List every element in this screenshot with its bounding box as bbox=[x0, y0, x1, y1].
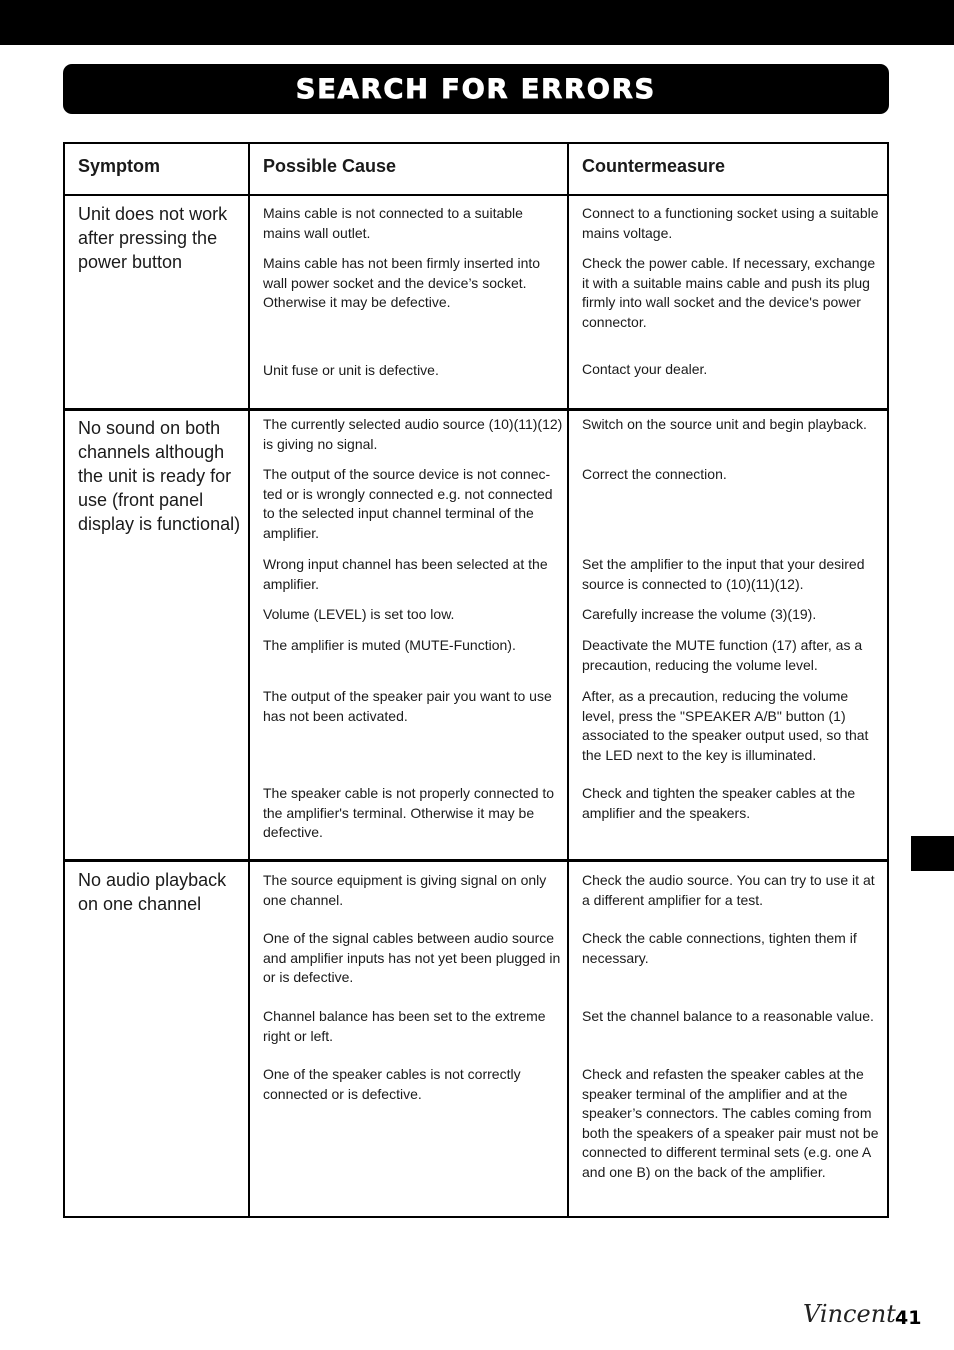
table-border-top bbox=[63, 142, 889, 144]
page-title: SEARCH FOR ERRORS bbox=[295, 73, 657, 105]
header-divider bbox=[63, 194, 889, 196]
brand-logo: Vincent bbox=[803, 1300, 896, 1328]
measure-item: Deactivate the MUTE function (17) after, as a precaution, reducing the volume level. bbox=[582, 637, 863, 673]
cause-item: The speaker cable is not properly connected to the amplifier's terminal. Otherwise it may be defective. bbox=[263, 785, 555, 840]
chapter-side-tab bbox=[911, 836, 954, 871]
measure-item: Correct the connection. bbox=[582, 466, 727, 482]
cause-item: The output of the speaker pair you want to use has not been activated. bbox=[263, 688, 552, 724]
measure-item: Check the audio source. You can try to use it at a different amplifier for a test. bbox=[582, 872, 875, 908]
measure-item: Connect to a functioning socket using a suitable mains voltage. bbox=[582, 205, 879, 241]
column-divider-2 bbox=[567, 142, 569, 1218]
measure-item: Check the cable connections, tighten them if necessary. bbox=[582, 930, 857, 966]
cause-item: One of the speaker cables is not correctly connected or is defective. bbox=[263, 1066, 521, 1102]
column-divider-1 bbox=[248, 142, 250, 1218]
measure-item: After, as a precaution, reducing the volume level, press the "SPEAKER A/B" button (1) associated to the speaker output used, so that the LED next to the key is illuminated. bbox=[582, 688, 869, 763]
header-symptom: Symptom bbox=[78, 156, 161, 176]
cause-item: The amplifier is muted (MUTE-Function). bbox=[263, 637, 516, 653]
cause-item: Volume (LEVEL) is set too low. bbox=[263, 606, 455, 622]
symptom-cell: No audio playback on one channel bbox=[78, 870, 227, 914]
cause-item: Channel balance has been set to the extreme right or left. bbox=[263, 1008, 546, 1044]
cause-item: Wrong input channel has been selected at the amplifier. bbox=[263, 556, 548, 592]
measure-item: Carefully increase the volume (3)(19). bbox=[582, 606, 817, 622]
measure-item: Contact your dealer. bbox=[582, 361, 708, 377]
cause-item: The source equipment is giving signal on only one channel. bbox=[263, 872, 547, 908]
row-divider-2 bbox=[63, 859, 889, 862]
header-countermeasure: Countermeasure bbox=[582, 156, 726, 176]
measure-item: Check and tighten the speaker cables at the amplifier and the speakers. bbox=[582, 785, 856, 821]
cause-item: The currently selected audio source (10)(11)(12) is giving no signal. bbox=[263, 416, 563, 452]
table-border-bottom bbox=[63, 1216, 889, 1218]
measure-item: Switch on the source unit and begin playback. bbox=[582, 416, 867, 432]
title-banner bbox=[63, 64, 889, 114]
measure-item: Check the power cable. If necessary, exchange it with a suitable mains cable and push its plug firmly into wall socket and the device's power connector. bbox=[582, 255, 876, 330]
table-border-left bbox=[63, 142, 65, 1218]
table-border-right bbox=[887, 142, 889, 1218]
row-divider-1 bbox=[63, 408, 889, 411]
measure-item: Set the amplifier to the input that your desired source is connected to (10)(11)(12). bbox=[582, 556, 865, 592]
cause-item: Mains cable has not been firmly inserted into wall power socket and the device’s socket. Otherwise it may be defective. bbox=[263, 255, 541, 310]
measure-item: Check and refasten the speaker cables at the speaker terminal of the amplifier and at the speaker’s connectors. The cables coming from both the speakers of a speaker pair must not be connected to different terminal sets (e.g. one A and one B) on the back of the amplifier. bbox=[582, 1066, 879, 1180]
symptom-cell: Unit does not work after pressing the power button bbox=[78, 204, 228, 272]
page-number: 41 bbox=[895, 1307, 922, 1329]
cause-item: One of the signal cables between audio source and amplifier inputs has not yet been plugged in or is defective. bbox=[263, 930, 561, 985]
cause-item: Unit fuse or unit is defective. bbox=[263, 362, 439, 378]
header-possible-cause: Possible Cause bbox=[263, 156, 397, 176]
symptom-cell: No sound on both channels although the unit is ready for use (front panel display is functional) bbox=[78, 418, 241, 534]
measure-item: Set the channel balance to a reasonable value. bbox=[582, 1008, 874, 1024]
cause-item: The output of the source device is not connec-ted or is wrongly connected e.g. not connected to the selected input channel terminal of the amplifier. bbox=[263, 466, 553, 541]
top-black-band bbox=[0, 0, 954, 45]
error-table bbox=[63, 142, 889, 1218]
cause-item: Mains cable is not connected to a suitable mains wall outlet. bbox=[263, 205, 523, 241]
